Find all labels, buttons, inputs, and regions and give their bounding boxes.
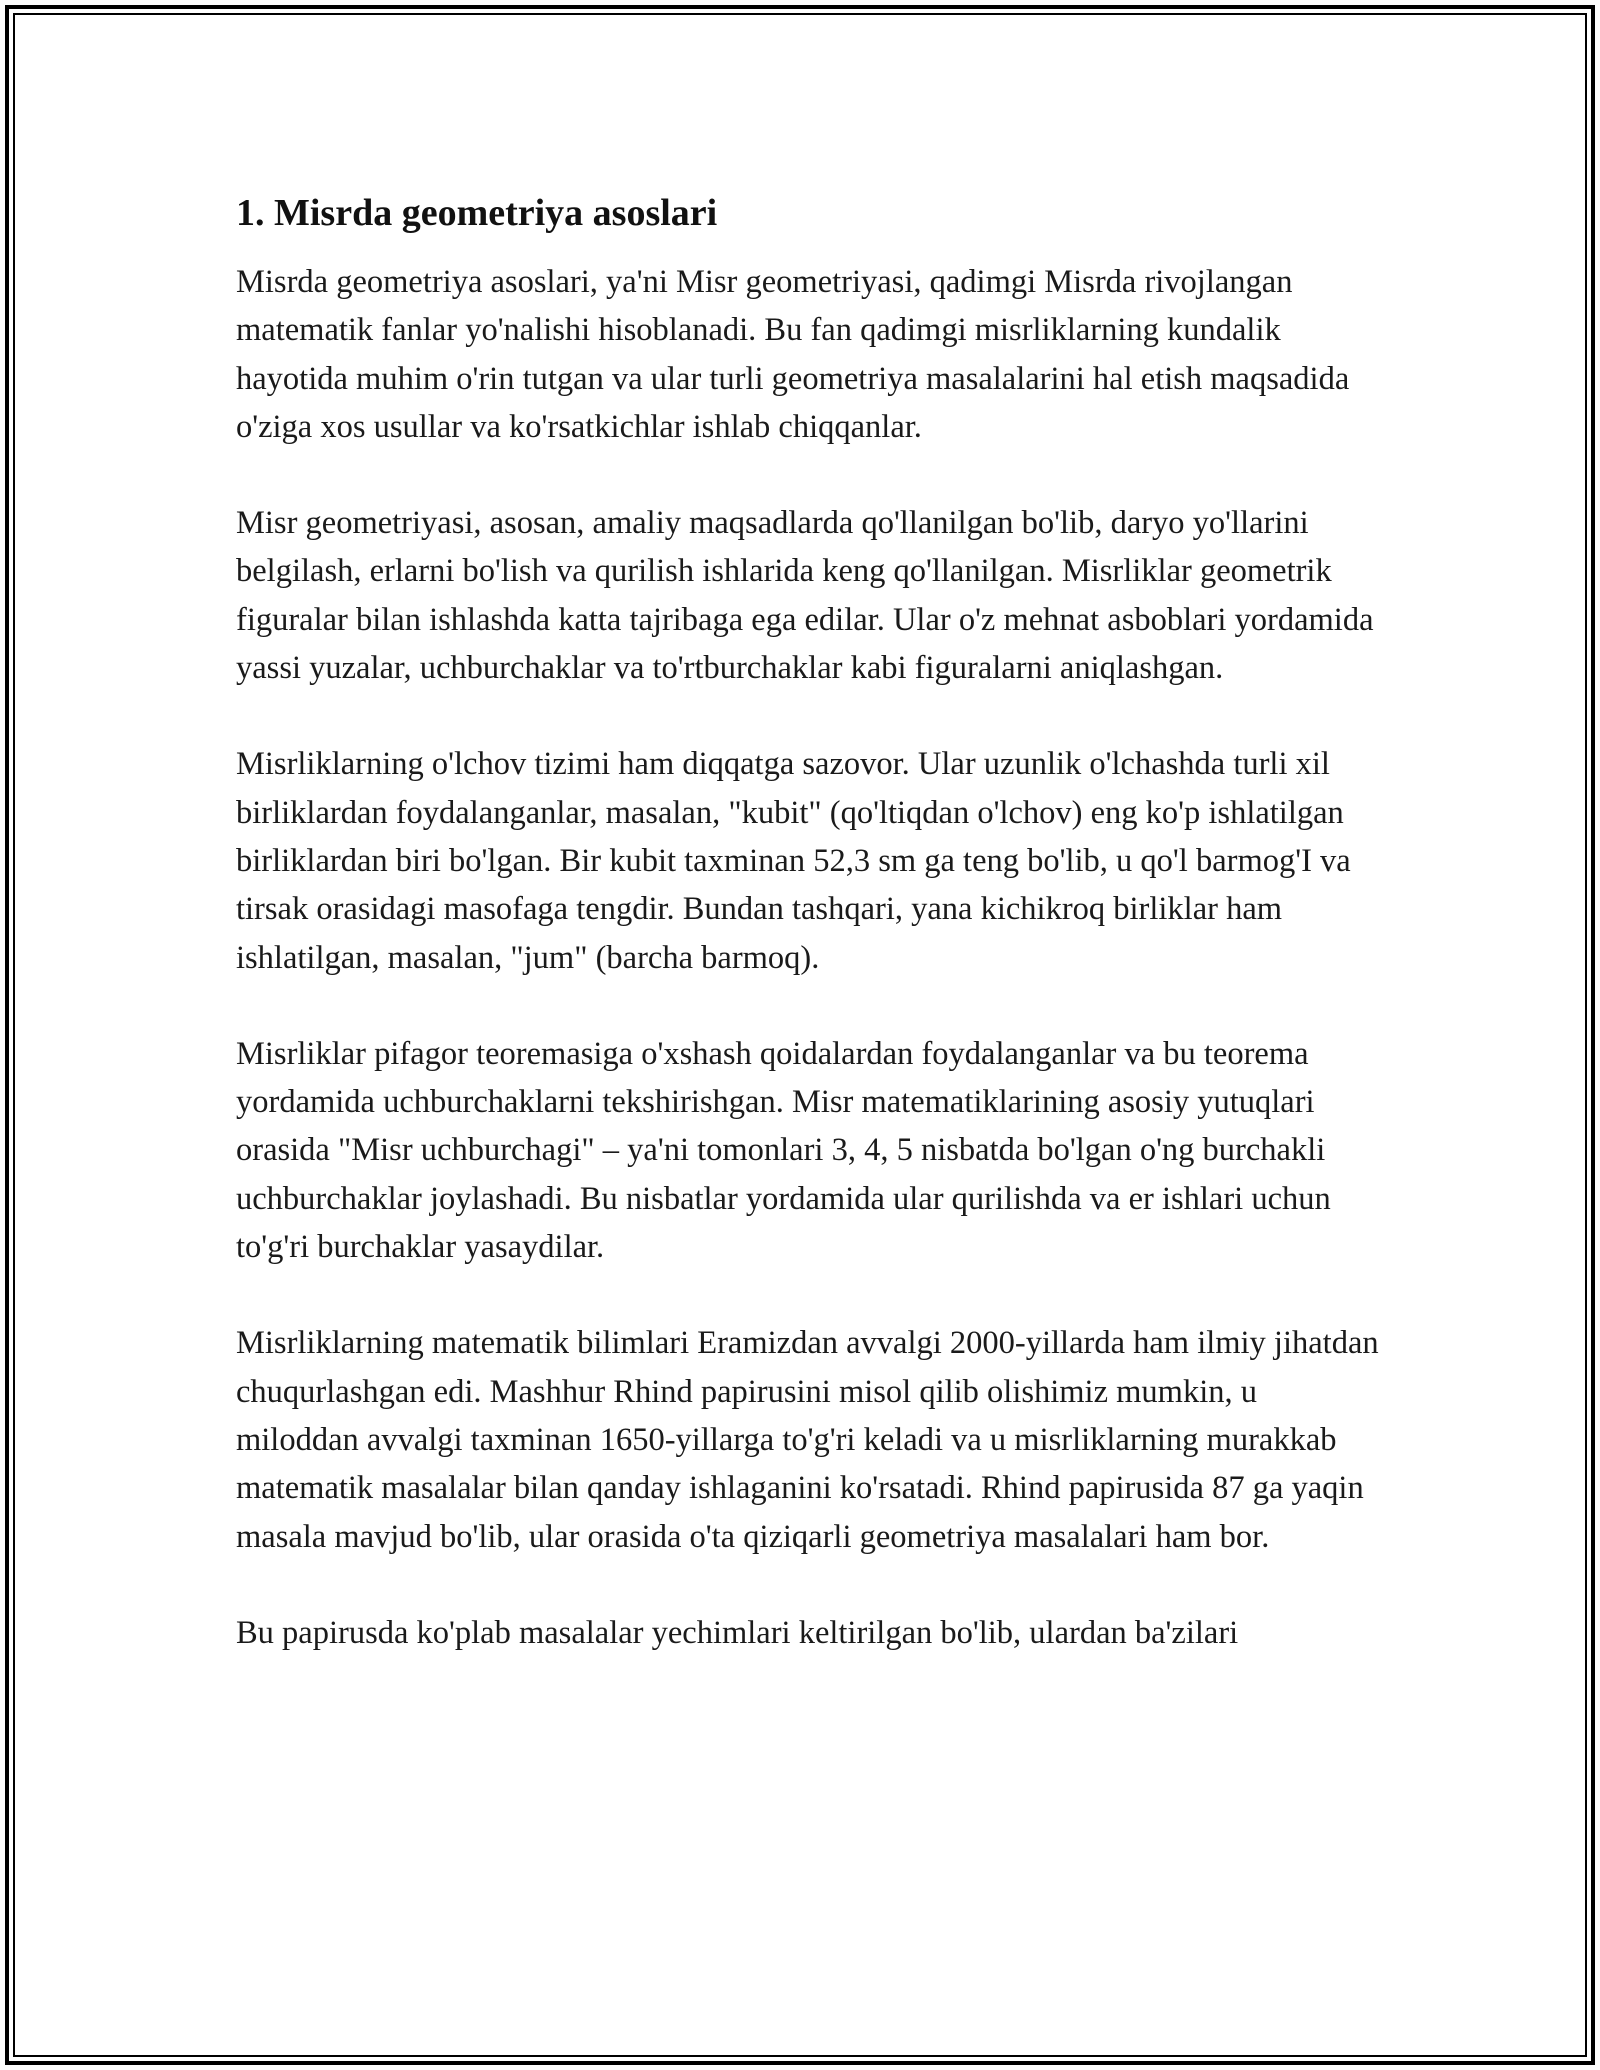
paragraph: Bu papirusda ko'plab masalalar yechimlari keltirilgan bo'lib, ulardan ba'zilari [236, 1614, 1239, 1651]
paragraph: Misr geometriyasi, asosan, amaliy maqsadlarda qo'llanilgan bo'lib, daryo yo'llarini belgilash, erlarni bo'lish va qurilish ishlarida keng qo'llanilgan. Misrliklar geometrik figuralar bilan ishlashda katta tajribaga ega edilar. Ular o'z mehnat asboblari yordamida yassi yuzalar, uchburchaklar va to'rtburchaklar kabi figuralarni aniqlashgan. [236, 505, 1374, 687]
document-body [236, 188, 1386, 1705]
paragraph: Misrliklarning o'lchov tizimi ham diqqatga sazovor. Ular uzunlik o'lchashda turli xil birliklardan foydalanganlar, masalan, "kubit" (qo'ltiqdan o'lchov) eng ko'p ishlatilgan birliklardan biri bo'lgan. Bir kubit taxminan 52,3 sm ga teng bo'lib, u qo'l barmog'I va tirsak orasidagi masofaga tengdir. Bundan tashqari, yana kichikroq birliklar ham ishlatilgan, masalan, "jum" (barcha barmoq). [236, 746, 1351, 976]
paragraph: Misrda geometriya asoslari, ya'ni Misr geometriyasi, qadimgi Misrda rivojlangan matematik fanlar yo'nalishi hisoblanadi. Bu fan qadimgi misrliklarning kundalik hayotida muhim o'rin tutgan va ular turli geometriya masalalarini hal etish maqsadida o'ziga xos usullar va ko'rsatkichlar ishlab chiqqanlar. [236, 264, 1350, 445]
section-heading: 1. Misrda geometriya asoslari [236, 192, 718, 234]
paragraph: Misrliklar pifagor teoremasiga o'xshash qoidalardan foydalanganlar va bu teorema yordamida uchburchaklarni tekshirishgan. Misr matematiklarining asosiy yutuqlari orasida "Misr uchburchagi" – ya'ni tomonlari 3, 4, 5 nisbatda bo'lgan o'ng burchakli uchburchaklar joylashadi. Bu nisbatlar yordamida ular qurilishda va er ishlari uchun to'g'ri burchaklar yasaydilar. [236, 1035, 1331, 1266]
paragraph: Misrliklarning matematik bilimlari Eramizdan avvalgi 2000-yillarda ham ilmiy jihatdan chuqurlashgan edi. Mashhur Rhind papirusini misol qilib olishimiz mumkin, u miloddan avvalgi taxminan 1650-yillarga to'g'ri keladi va u misrliklarning murakkab matematik masalalar bilan qanday ishlaganini ko'rsatadi. Rhind papirusida 87 ga yaqin masala mavjud bo'lib, ular orasida o'ta qiziqarli geometriya masalalari ham bor. [236, 1325, 1379, 1555]
